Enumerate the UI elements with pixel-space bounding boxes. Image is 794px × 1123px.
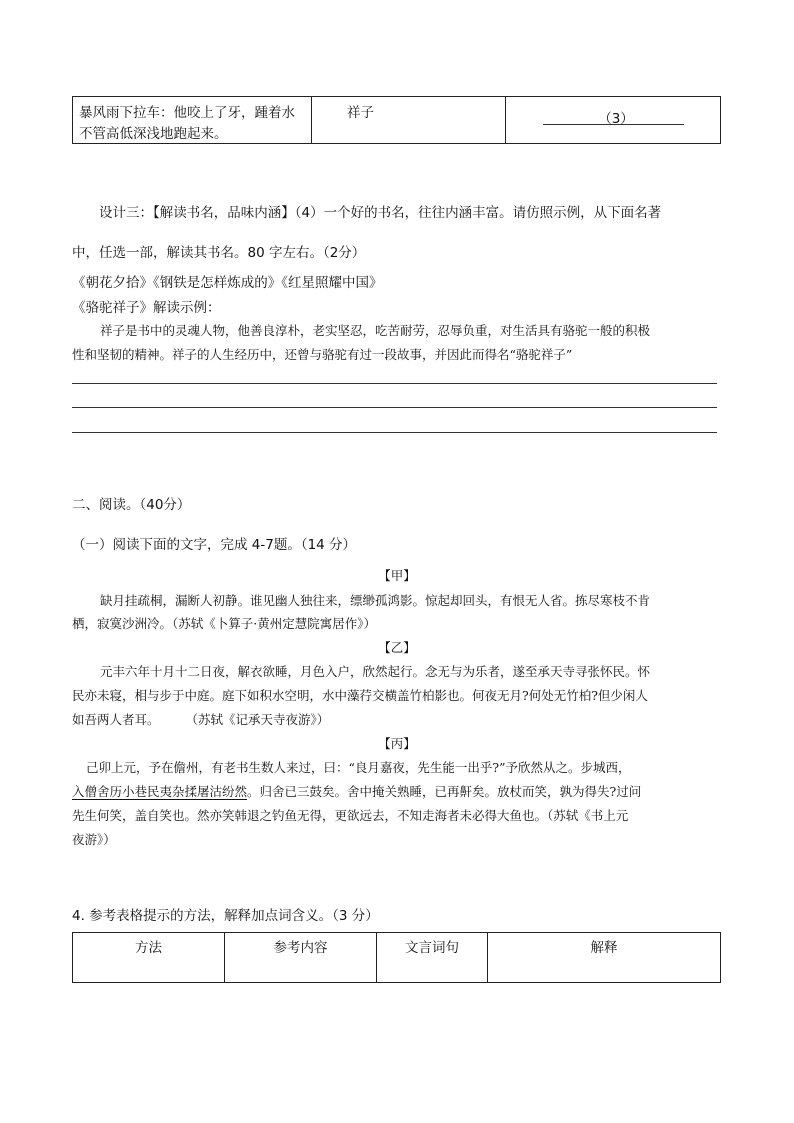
bing-line2-rest: 。归舍已三鼓矣。舍中掩关熟睡，已再鼾矣。放杖而笑，孰为得失?过问 [247,784,642,799]
section2-title: 二、阅读。（40分） [72,497,191,513]
example-title: 《骆驼祥子》解读示例： [72,300,221,316]
header-explanation: 解释 [590,940,618,956]
top-table [72,96,721,144]
yi-line3 [72,710,329,728]
bing-line2 [72,782,641,800]
bing-underlined-phrase: 入僧舍历小巷民夷杂揉屠沽纷然 [72,784,248,799]
book-list: 《朝花夕拾》《钢铁是怎样炼成的》《红星照耀中国》 [72,275,383,291]
top-table-answer-label: （3） [598,111,634,127]
top-table-cell-line2: 不管高低深浅地跑起来。 [79,126,228,142]
yi-source: （苏轼《记承天寺夜游》） [185,712,330,727]
jia-line1: 缺月挂疏桐，漏断人初静。谁见幽人独往来，缥缈孤鸿影。惊起却回头，有恨无人省。拣尽寒枝不肯 [100,593,651,608]
jia-line2: 栖，寂寞沙洲冷。（苏轼《卜算子·黄州定慧院寓居作》） [72,616,376,631]
part1-instruction: （一）阅读下面的文字，完成 4-7题。（14 分） [72,537,357,553]
yi-heading: 【乙】 [378,640,416,655]
example-line1: 祥子是书中的灵魂人物，他善良淳朴，老实坚忍，吃苦耐劳，忍辱负重，对生活具有骆驼一般的积极 [100,323,651,338]
yi-line1: 元丰六年十月十二日夜，解衣欲睡，月色入户，欣然起行。念无与为乐者，遂至承天寺寻张怀民。怀 [100,664,651,679]
bing-line4: 夜游》） [72,832,116,847]
answer-line-3[interactable] [72,432,717,433]
top-table-character-name: 祥子 [347,105,374,121]
design3-line1: 设计三：【解读书名，品味内涵】（4）一个好的书名，往往内涵丰富。请仿照示例，从下面名著 [99,205,662,221]
header-method: 方法 [73,933,225,982]
answer-line-1[interactable] [72,383,717,384]
bing-line1: 己卯上元，予在儋州，有老书生数人来过，曰：“良月嘉夜，先生能一出乎?”予欣然从之。步城西， [86,760,631,775]
example-line2: 性和坚韧的精神。祥子的人生经历中，还曾与骆驼有过一段故事，并因此而得名“骆驼祥子” [72,347,573,362]
answer-blank-line[interactable] [543,124,684,125]
bing-heading: 【丙】 [378,736,416,751]
bing-line3: 先生何笑，盖自笑也。然亦笑韩退之钓鱼无得，更欲远去，不知走海者未必得大鱼也。（苏轼《书上元 [72,808,629,823]
top-table-cell-line1: 暴风雨下拉车：他咬上了牙，踵着水 [79,105,295,121]
jia-heading: 【甲】 [378,568,416,583]
method-table [72,932,721,983]
header-reference: 参考内容 [225,933,377,982]
design3-line2: 中，任选一部，解读其书名。80 字左右。（2分） [72,245,366,261]
question-4: 4. 参考表格提示的方法，解释加点词含义。（3 分） [72,908,379,924]
yi-line3-text: 如吾两人者耳。 [72,712,160,727]
header-phrase: 文言词句 [377,933,488,982]
answer-line-2[interactable] [72,407,717,408]
top-table-cell-text [73,97,312,143]
top-table-cell-answer [506,97,720,143]
top-table-cell-character [312,97,506,143]
yi-line2: 民亦未寝，相与步于中庭。庭下如积水空明，水中藻荇交横盖竹柏影也。何夜无月?何处无竹柏?但少闲人 [72,688,648,703]
